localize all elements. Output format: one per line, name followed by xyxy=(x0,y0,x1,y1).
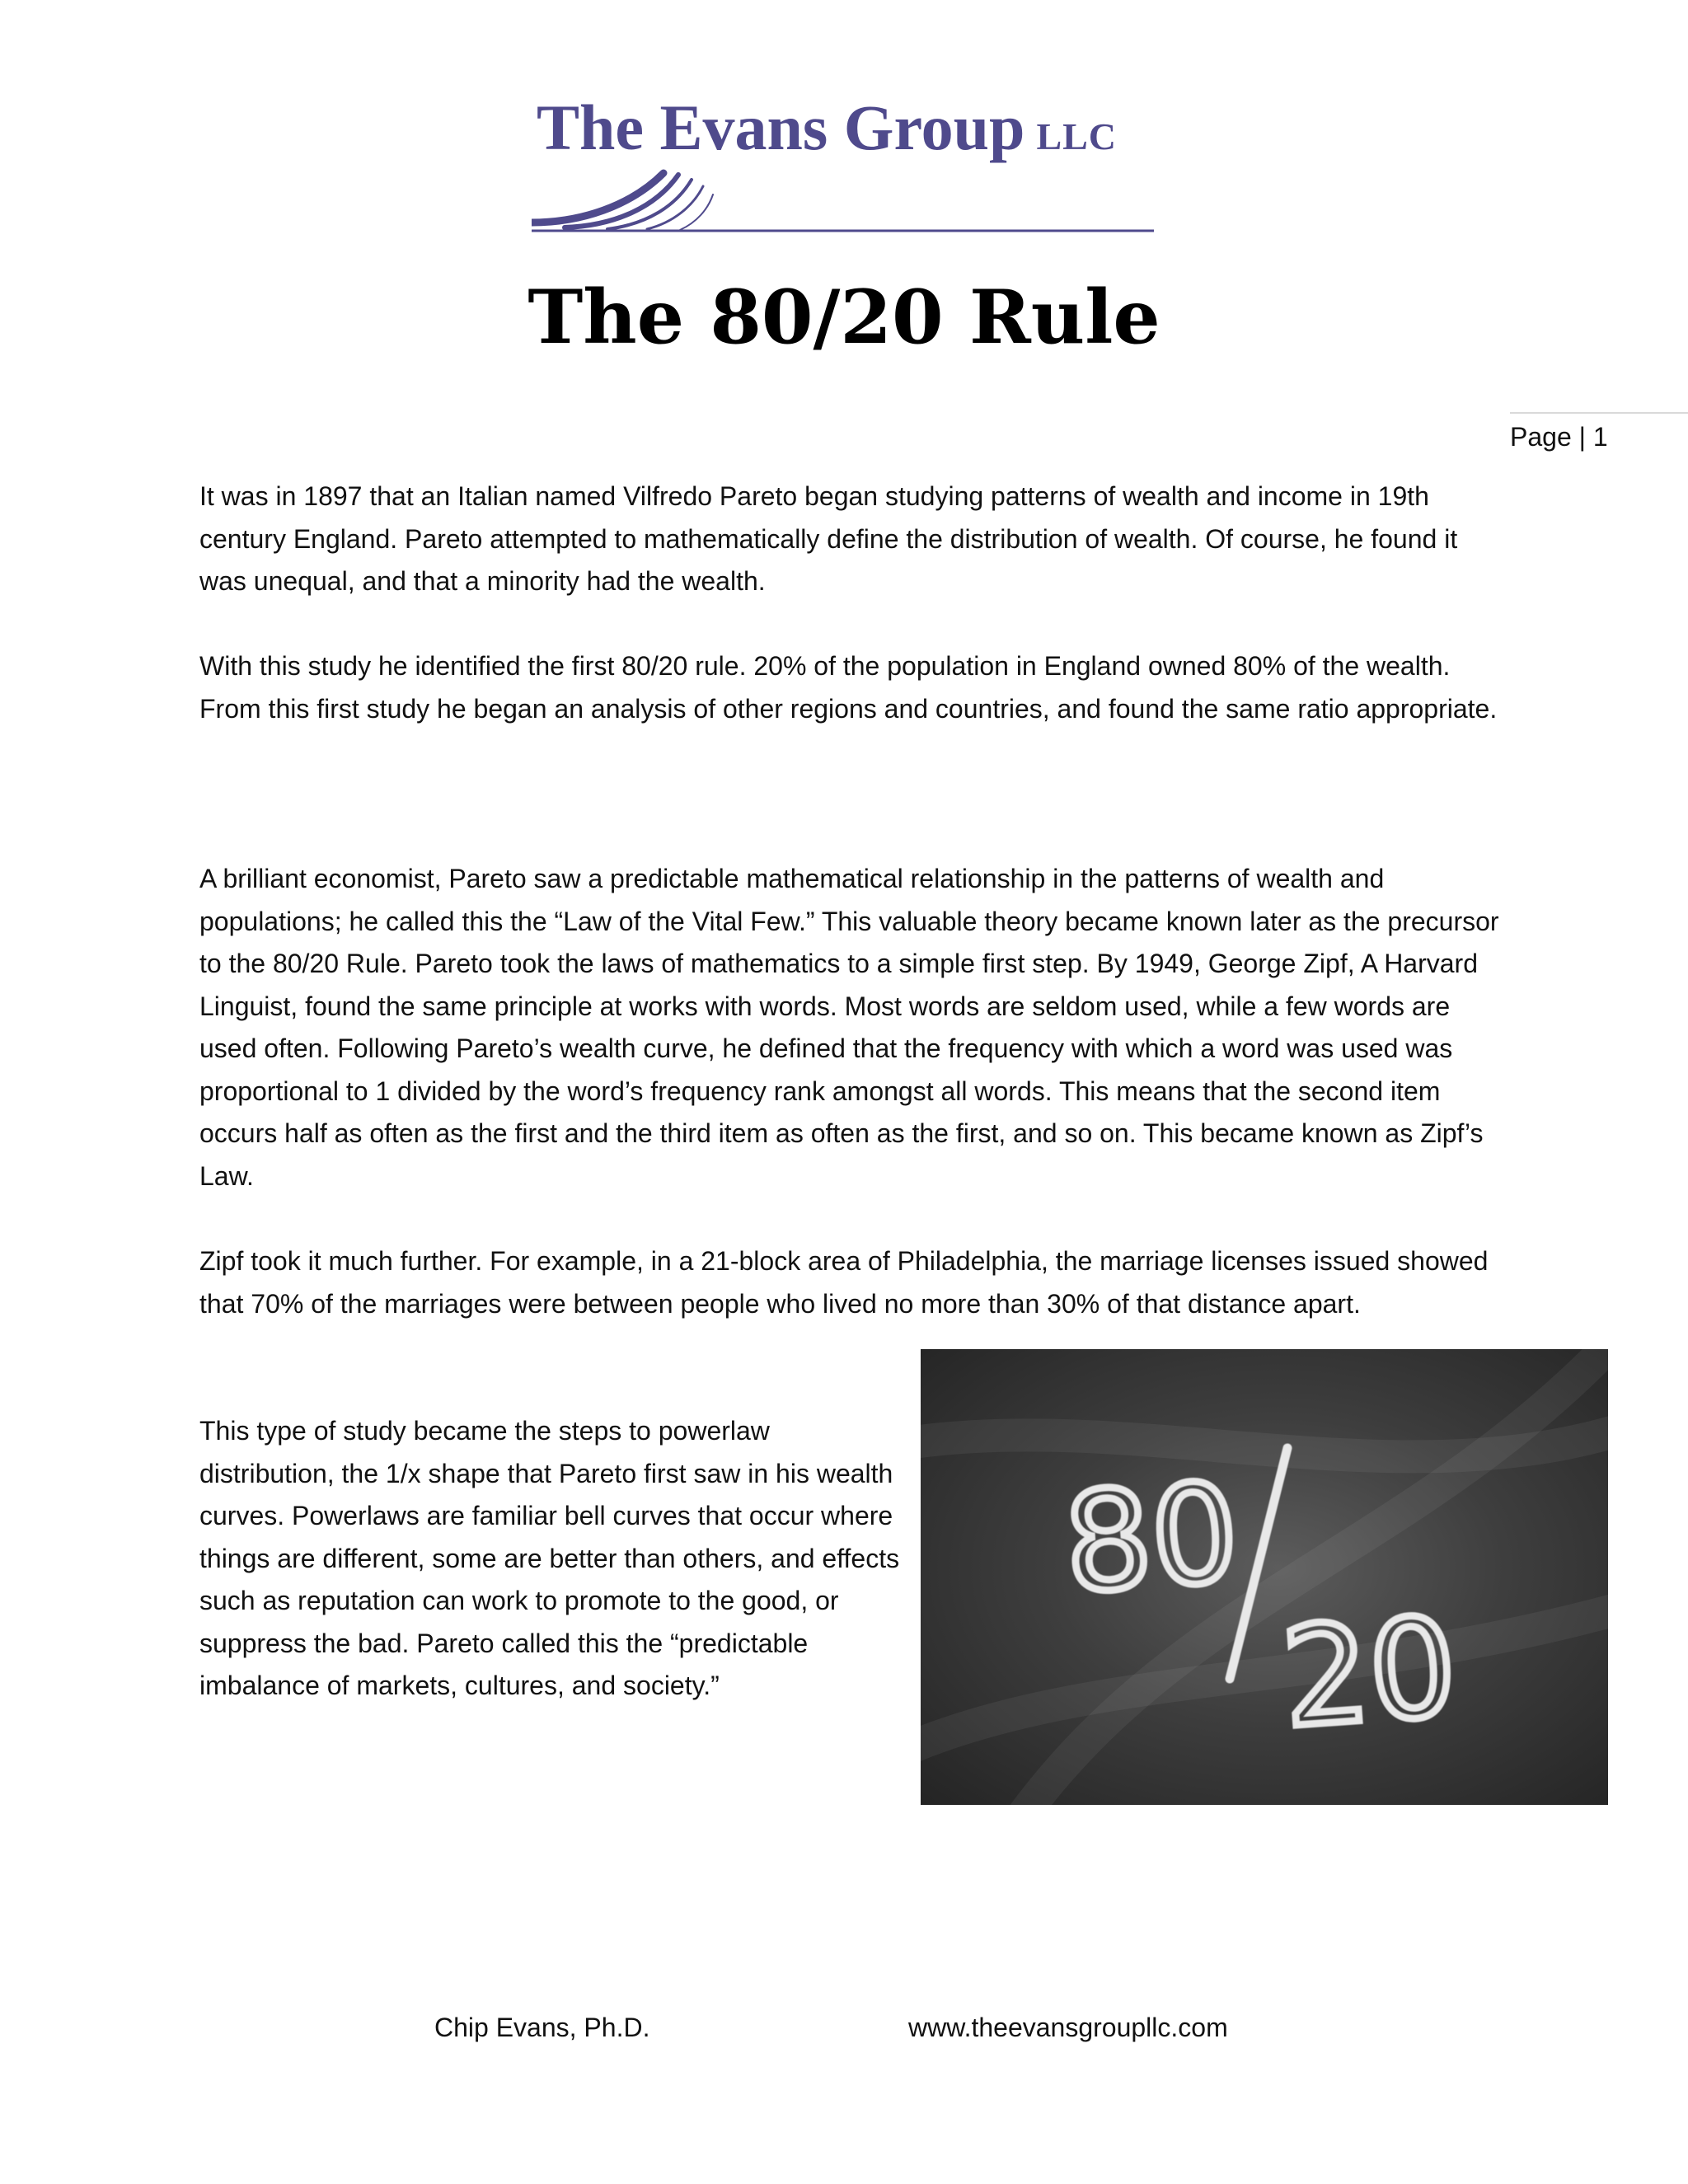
paragraph-philadelphia: Zipf took it much further. For example, in a 21-block area of Philadelphia, the marriage licenses issued showed that 70% of the marriages were between people who lived no more than 30% of that distance apart. xyxy=(199,1246,1489,1319)
paragraph-first-rule: With this study he identified the first 80/20 rule. 20% of the population in England owned 80% of the wealth. From this first study he began an analysis of other regions and countries, and found the same ratio appropriate. xyxy=(199,651,1498,724)
chalkboard-8020-graphic xyxy=(921,1349,1608,1805)
logo-swoosh-icon xyxy=(532,157,1154,235)
chalkboard-image xyxy=(921,1349,1608,1805)
logo-name: The Evans Group xyxy=(537,91,1025,163)
chalk-number-80: 80 xyxy=(1059,1453,1244,1624)
paragraph-powerlaw: This type of study became the steps to powerlaw distribution, the 1/x shape that Pareto first saw in his wealth curves. Powerlaws are familiar bell curves that occur where things are different, some are better than others, and effects such as reputation can work to promote to the good, or suppress the bad. Pareto called this the “predictable imbalance of markets, cultures, and society.” xyxy=(199,1416,900,1700)
page-number: Page | 1 xyxy=(1510,422,1608,452)
chalk-number-20: 20 xyxy=(1278,1587,1461,1758)
paragraph-pareto-intro: It was in 1897 that an Italian named Vilfredo Pareto began studying patterns of wealth and income in 19th century England. Pareto attempted to mathematically define the distribution of wealth. Of course, he found it was unequal, and that a minority had the wealth. xyxy=(199,481,1458,596)
header-divider xyxy=(1510,412,1688,414)
footer-author: Chip Evans, Ph.D. xyxy=(434,2013,650,2042)
page-title: The 80/20 Rule xyxy=(528,274,1160,361)
company-logo xyxy=(532,87,1154,235)
footer-website-link[interactable]: www.theevansgroupllc.com xyxy=(908,2013,1228,2042)
logo-suffix: LLC xyxy=(1036,115,1118,157)
paragraph-zipf-law: A brilliant economist, Pareto saw a predictable mathematical relationship in the patterns of wealth and populations; he called this the “Law of the Vital Few.” This valuable theory became known later as the precursor to the 80/20 Rule. Pareto took the laws of mathematics to a simple first step. By 1949, George Zipf, A Harvard Linguist, found the same principle at works with words. Most words are seldom used, while a few words are used often. Following Pareto’s wealth curve, he defined that the frequency with which a word was used was proportional to 1 divided by the word’s frequency rank amongst all words. This means that the second item occurs half as often as the first and the third item as often as the first, and so on. This became known as Zipf’s Law. xyxy=(199,864,1499,1191)
